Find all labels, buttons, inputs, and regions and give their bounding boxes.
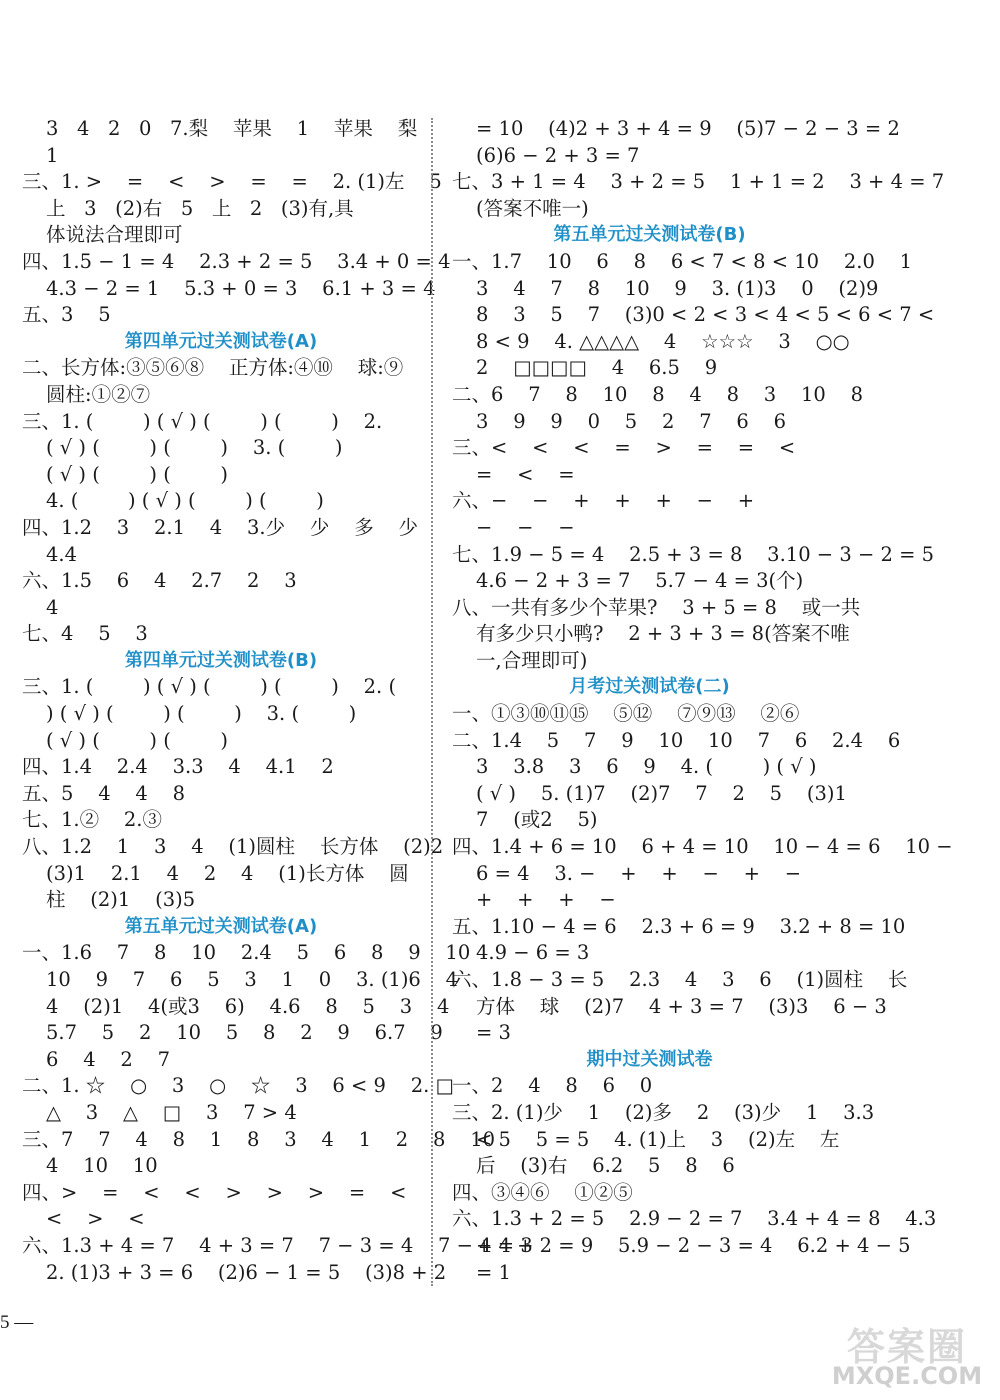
answer-line: 五、5 4 4 8 bbox=[22, 781, 186, 805]
answer-line: 七、3 + 1 = 4 3 + 2 = 5 1 + 1 = 2 3 + 4 = 7 bbox=[452, 170, 945, 194]
answer-line: 三、1. ( ) ( √ ) ( ) ( ) 2. ( bbox=[22, 675, 397, 699]
answer-line: ( √ ) ( ) ( ) 3. ( ) bbox=[46, 436, 343, 460]
answer-line: 4.4 bbox=[46, 542, 78, 566]
answer-line: 三、1. > = < > = = 2. (1)左 5 bbox=[22, 170, 442, 194]
answer-line: ( √ ) ( ) ( ) bbox=[46, 728, 229, 752]
answer-line: = 1 bbox=[476, 1260, 511, 1284]
answer-line: 六、1.8 − 3 = 5 2.3 4 3 6 (1)圆柱 长 bbox=[452, 968, 908, 991]
watermark-url: MXQE.COM bbox=[831, 1362, 983, 1390]
answer-line: ( √ ) 5. (1)7 (2)7 7 2 5 (3)1 bbox=[476, 781, 847, 805]
section-heading: 第四单元过关测试卷(A) bbox=[124, 330, 318, 352]
answer-line: = 3 bbox=[476, 1021, 511, 1045]
answer-line: 四、1.5 − 1 = 4 2.3 + 2 = 5 3.4 + 0 = 4 bbox=[22, 249, 451, 273]
answer-line: 6 = 4 3. − + + − + − bbox=[476, 861, 802, 885]
answer-line: 七、1.② 2.③ bbox=[22, 808, 163, 832]
answer-line: 上 3 (2)右 5 上 2 (3)有,具 bbox=[46, 196, 354, 220]
answer-column-right bbox=[452, 116, 953, 1286]
section-heading: 月考过关测试卷(二) bbox=[569, 676, 730, 698]
watermark-logo bbox=[818, 1316, 996, 1396]
section-heading: 第四单元过关测试卷(B) bbox=[124, 649, 318, 671]
answer-line: 4.6 − 2 + 3 = 7 5.7 − 4 = 3(个) bbox=[476, 569, 804, 593]
answer-line: 3 4 2 0 7.梨 苹果 1 苹果 梨 bbox=[46, 117, 418, 140]
answer-line: 6 4 2 7 bbox=[46, 1047, 171, 1071]
answer-line: 3 9 9 0 5 2 7 6 6 bbox=[476, 409, 787, 433]
answer-line: 4 10 10 bbox=[46, 1154, 158, 1178]
watermark-text: 答案圈 bbox=[846, 1325, 967, 1369]
answer-line: 一、2 4 8 6 0 bbox=[452, 1074, 653, 1098]
answer-line: 四、> = < < > > > = < bbox=[22, 1180, 407, 1204]
answer-line: 8 < 9 4. △△△△ 4 ☆☆☆ 3 ○○ bbox=[476, 329, 850, 353]
page-number: 5 — bbox=[0, 1312, 34, 1333]
answer-line: 圆柱:①②⑦ bbox=[46, 382, 151, 406]
answer-line: 5.7 5 2 10 5 8 2 9 6.7 9 bbox=[46, 1021, 443, 1045]
answer-line: + + + − bbox=[476, 888, 616, 912]
answer-line: 7 (或2 5) bbox=[476, 808, 598, 832]
answer-line: 10 9 7 6 5 3 1 0 3. (1)6 4 bbox=[46, 968, 459, 991]
section-heading: 期中过关测试卷 bbox=[586, 1048, 713, 1070]
section-heading: 第五单元过关测试卷(A) bbox=[124, 915, 318, 937]
answer-line: 四、③④⑥ ①②⑤ bbox=[452, 1180, 633, 1204]
answer-line: < > < bbox=[46, 1207, 145, 1231]
answer-line: − − − bbox=[476, 515, 575, 539]
answer-line: △ 3 △ □ 3 7 > 4 bbox=[46, 1100, 297, 1124]
answer-line: + 4 + 2 = 9 5.9 − 2 − 3 = 4 6.2 + 4 − 5 bbox=[476, 1233, 911, 1257]
section-heading: 第五单元过关测试卷(B) bbox=[553, 224, 746, 246]
answer-line: 柱 (2)1 (3)5 bbox=[46, 888, 196, 912]
answer-line: 3 4 7 8 10 9 3. (1)3 0 (2)9 bbox=[476, 276, 879, 300]
answer-line: = < = bbox=[476, 462, 575, 486]
answer-line: 4.9 − 6 = 3 bbox=[476, 941, 590, 965]
answer-line: 二、长方体:③⑤⑥⑧ 正方体:④⑩ 球:⑨ bbox=[22, 356, 404, 380]
answer-line: (3)1 2.1 4 2 4 (1)长方体 圆 bbox=[46, 861, 409, 885]
answer-line: 一,合理即可) bbox=[476, 648, 588, 672]
answer-line: 一、①③⑩⑪⑮ ⑤⑫ ⑦⑨⑬ ②⑥ bbox=[452, 702, 800, 726]
answer-line: 六、1.3 + 2 = 5 2.9 − 2 = 7 3.4 + 4 = 8 4.3 bbox=[452, 1207, 937, 1231]
answer-line: 4 bbox=[46, 595, 59, 619]
answer-line: 四、1.2 3 2.1 4 3.少 少 多 少 bbox=[22, 515, 418, 539]
answer-line: 三、1. ( ) ( √ ) ( ) ( ) 2. bbox=[22, 409, 383, 433]
answer-line: (6)6 − 2 + 3 = 7 bbox=[476, 143, 640, 167]
answer-line: 七、4 5 3 bbox=[22, 622, 148, 646]
answer-line: 四、1.4 + 6 = 10 6 + 4 = 10 10 − 4 = 6 10 − bbox=[452, 835, 953, 859]
answer-line: 七、1.9 − 5 = 4 2.5 + 3 = 8 3.10 − 3 − 2 = 5 bbox=[452, 542, 935, 566]
answer-line: 二、1. ☆ ○ 3 ○ ☆ 3 6 < 9 2. □ bbox=[22, 1074, 454, 1098]
answer-line: 2 □□□□ 4 6.5 9 bbox=[476, 356, 718, 380]
answer-line: 六、1.3 + 4 = 7 4 + 3 = 7 7 − 3 = 4 7 − 4 = 3 bbox=[22, 1233, 533, 1257]
column-divider bbox=[431, 118, 433, 1286]
answer-line: 1 bbox=[46, 143, 59, 167]
answer-line: 8 3 5 7 (3)0 < 2 < 3 < 4 < 5 < 6 < 7 < bbox=[476, 303, 935, 327]
answer-line: 五、1.10 − 4 = 6 2.3 + 6 = 9 3.2 + 8 = 10 bbox=[452, 914, 906, 938]
answer-line: (答案不唯一) bbox=[476, 196, 589, 220]
answer-line: 一、1.6 7 8 10 2.4 5 6 8 9 10 bbox=[22, 941, 471, 965]
answer-line: 体说法合理即可 bbox=[46, 223, 183, 247]
answer-line: 方体 球 (2)7 4 + 3 = 7 (3)3 6 − 3 bbox=[476, 994, 887, 1018]
answer-line: 后 (3)右 6.2 5 8 6 bbox=[476, 1154, 735, 1178]
answer-line: 2. (1)3 + 3 = 6 (2)6 − 1 = 5 (3)8 + 2 bbox=[46, 1260, 447, 1284]
answer-line: 三、7 7 4 8 1 8 3 4 1 2 8 10 bbox=[22, 1127, 496, 1151]
answer-line: ( √ ) ( ) ( ) bbox=[46, 462, 229, 486]
answer-line: 二、6 7 8 10 8 4 8 3 10 8 bbox=[452, 382, 864, 406]
answer-line: 3 3.8 3 6 9 4. ( ) ( √ ) bbox=[476, 755, 817, 779]
answer-line: 4. ( ) ( √ ) ( ) ( ) bbox=[46, 489, 324, 513]
answer-line: 二、1.4 5 7 9 10 10 7 6 2.4 6 bbox=[452, 728, 901, 752]
answer-line: < 5 5 = 5 4. (1)上 3 (2)左 左 bbox=[476, 1127, 840, 1151]
answer-line: 三、< < < = > = = < bbox=[452, 436, 796, 460]
answer-line: 五、3 5 bbox=[22, 303, 111, 327]
answer-line: 有多少只小鸭? 2 + 3 + 3 = 8(答案不唯 bbox=[476, 622, 850, 646]
answer-line: 六、1.5 6 4 2.7 2 3 bbox=[22, 569, 297, 593]
answer-line: 八、1.2 1 3 4 (1)圆柱 长方体 (2)2 bbox=[22, 835, 444, 859]
answer-line: 八、一共有多少个苹果? 3 + 5 = 8 或一共 bbox=[452, 595, 861, 619]
answer-line: 4 (2)1 4(或3 6) 4.6 8 5 3 4 bbox=[46, 994, 450, 1018]
answer-line: 一、1.7 10 6 8 6 < 7 < 8 < 10 2.0 1 bbox=[452, 249, 913, 273]
answer-line: 四、1.4 2.4 3.3 4 4.1 2 bbox=[22, 755, 334, 779]
answer-line: 六、− − + + + − + bbox=[452, 489, 755, 513]
answer-line: 三、2. (1)少 1 (2)多 2 (3)少 1 3.3 bbox=[452, 1100, 875, 1124]
answer-line: = 10 (4)2 + 3 + 4 = 9 (5)7 − 2 − 3 = 2 bbox=[476, 117, 900, 140]
answer-line: ) ( √ ) ( ) ( ) 3. ( ) bbox=[46, 702, 357, 726]
answer-line: 4.3 − 2 = 1 5.3 + 0 = 3 6.1 + 3 = 4 bbox=[46, 276, 436, 300]
